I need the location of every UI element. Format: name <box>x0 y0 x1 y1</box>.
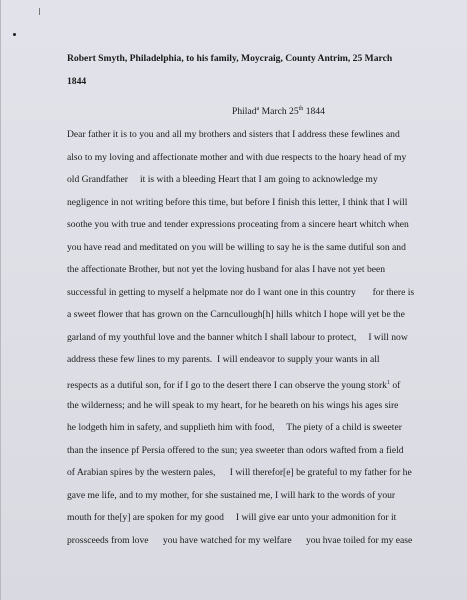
heading-line: Robert Smyth, Philadelphia, to his family, Moycraig, County Antrim, 25 March <box>67 53 393 64</box>
letter-line-text: mouth for the[y] are spoken for my good I will give ear unto your admonition for it <box>67 512 397 524</box>
letter-heading <box>67 47 447 93</box>
letter-line <box>67 417 462 440</box>
dateline-ordinal: th <box>298 106 304 112</box>
letter-line-text: he lodgeth him in safety, and supplieth him with food, The piety of a child is sweeter <box>67 422 402 434</box>
letter-line-tail: of <box>389 380 401 392</box>
letter-line <box>67 282 462 305</box>
letter-line <box>67 462 462 485</box>
letter-line-text: old Grandfather it is with a bleeding Heart that I am going to acknowledge my <box>67 174 378 186</box>
letter-line-text: garland of my youthful love and the banner whitch I shall labour to protect, I will now <box>67 331 408 343</box>
letter-line-text: the affectionate Brother, but not yet the loving husband for alas I have not yet been <box>67 264 386 276</box>
ink-speck <box>13 33 16 36</box>
letter-line-text: the wilderness; and he will speak to my heart, for he beareth on his wings his ages sire <box>67 399 399 411</box>
letter-line <box>67 530 462 553</box>
letter-line <box>67 395 462 418</box>
letter-line-text: of Arabian spires by the western pales, I will therefor[e] be grateful to my father for he <box>67 467 412 479</box>
scan-mark <box>39 8 40 15</box>
letter-line-text: than the insence pf Persia offered to the sun; yea sweeter than odors wafted from a field <box>67 444 404 456</box>
letter-line-text: negligence in not writing before this time, but before I finish this letter, I think that I will <box>67 196 408 208</box>
letter-line <box>67 147 462 170</box>
heading-line: 1844 <box>67 76 87 87</box>
letter-body <box>67 124 462 552</box>
letter-line <box>67 259 462 282</box>
letter-line-text: successful in getting to myself a helpmate nor do I want one in this country for there is <box>67 286 415 298</box>
letter-line-text: respects as a dutiful son, for if I go to the desert there I can observe the young stork <box>67 380 387 392</box>
letter-line <box>67 485 462 508</box>
letter-line <box>67 304 462 327</box>
letter-line <box>67 237 462 260</box>
letter-line <box>67 440 462 463</box>
letter-line <box>67 507 462 530</box>
letter-line-text: also to my loving and affectionate mother and with due respects to the hoary head of my <box>67 151 407 163</box>
letter-line-text: prossceeds from love you have watched for my welfare you hvae toiled for my ease <box>67 534 413 546</box>
letter-line-text: a sweet flower that has grown on the Carncullough[h] hills whitch I hope will yet be the <box>67 309 405 321</box>
letter-line-text: address these few lines to my parents. I will endeavor to supply your wants in all <box>67 354 380 366</box>
letter-line-text: Dear father it is to you and all my brothers and sisters that I address these fewlines and <box>67 129 400 140</box>
letter-line <box>67 372 462 395</box>
dateline-place: Philad <box>232 106 257 117</box>
letter-line-text: gave me life, and to my mother, for she sustained me, I will hark to the words of your <box>67 489 396 501</box>
letter-line-text: you have read and meditated on you will be willing to say he is the same dutiful son and <box>67 241 406 253</box>
letter-dateline <box>232 106 325 117</box>
dateline-year: 1844 <box>303 106 325 117</box>
scan-edge <box>0 0 1 600</box>
dateline-superscript: a <box>256 106 260 112</box>
letter-line <box>67 349 462 372</box>
footnote-marker: 1 <box>386 380 390 387</box>
dateline-date: March 25 <box>259 106 299 117</box>
letter-line <box>67 124 462 147</box>
letter-line <box>67 192 462 215</box>
letter-line <box>67 169 462 192</box>
letter-line <box>67 214 462 237</box>
letter-line <box>67 327 462 350</box>
letter-line-text: soothe you with true and tender expressions proceating from a sincere heart whitch when <box>67 219 409 231</box>
